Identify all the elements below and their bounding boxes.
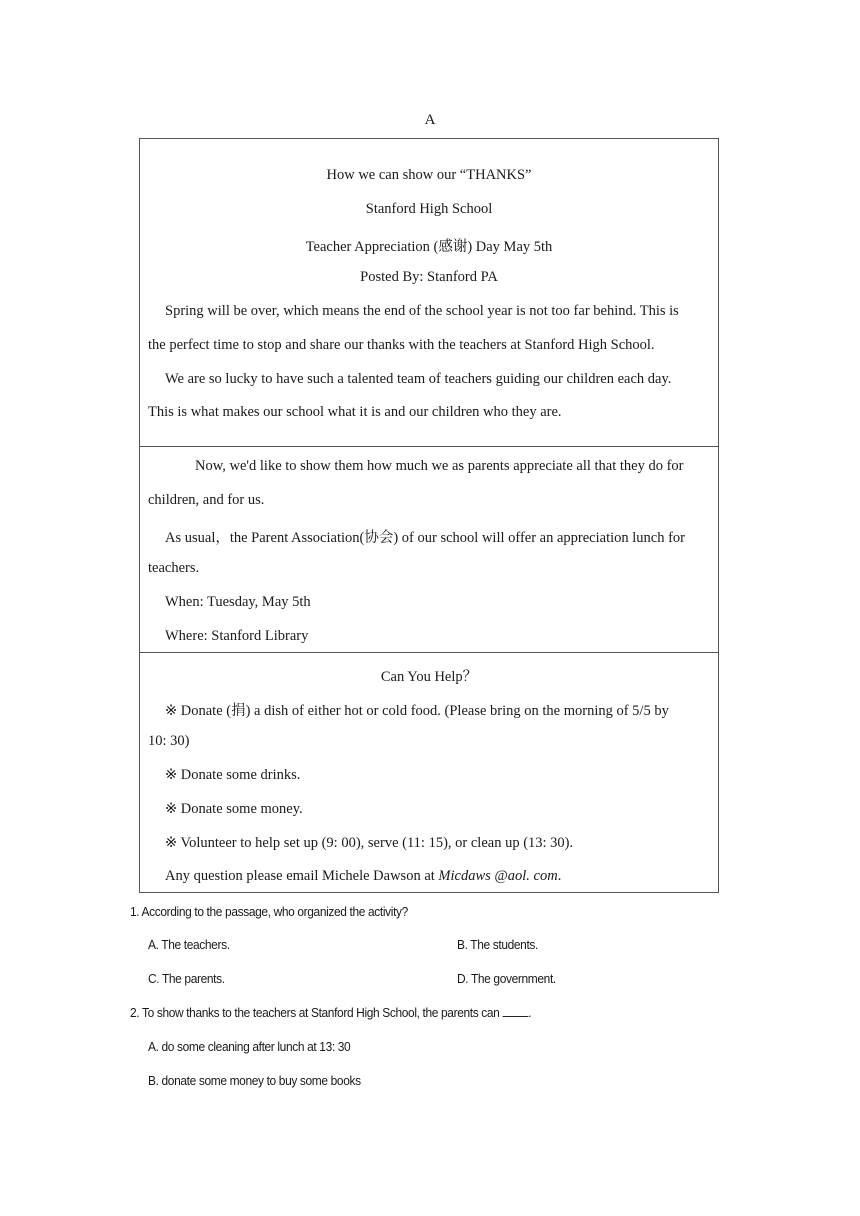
event-when: When: Tuesday, May 5th xyxy=(165,594,311,610)
answer-blank xyxy=(502,1005,528,1017)
notice-box-intro xyxy=(139,138,719,447)
paragraph-line: This is what makes our school what it is and our children who they are. xyxy=(148,404,562,420)
paragraph-line: children, and for us. xyxy=(148,492,265,508)
help-item: 10: 30) xyxy=(148,733,190,749)
question-2-option-a: A. do some cleaning after lunch at 13: 30 xyxy=(148,1039,351,1054)
question-2-stem-end: . xyxy=(528,1005,532,1020)
question-1-option-c: C. The parents. xyxy=(148,971,225,986)
paragraph-line: Spring will be over, which means the end of the school year is not too far behind. This is xyxy=(165,303,679,319)
question-2-stem xyxy=(130,1005,531,1020)
paragraph-line: the perfect time to stop and share our thanks with the teachers at Stanford High School. xyxy=(148,337,655,353)
help-item: ※ Donate (捐) a dish of either hot or cold food. (Please bring on the morning of 5/5 by xyxy=(165,703,669,719)
help-item: ※ Donate some drinks. xyxy=(165,767,301,783)
help-item: ※ Volunteer to help set up (9: 00), serve (11: 15), or clean up (13: 30). xyxy=(165,835,574,851)
question-2-stem-text: 2. To show thanks to the teachers at Stanford High School, the parents can xyxy=(130,1005,503,1020)
question-1-option-d: D. The government. xyxy=(457,971,556,986)
question-1-stem: 1. According to the passage, who organized the activity? xyxy=(130,904,408,919)
question-1-option-a: A. The teachers. xyxy=(148,937,230,952)
contact-email: Micdaws @aol. com xyxy=(438,868,558,884)
contact-prefix: Any question please email Michele Dawson at xyxy=(165,868,439,884)
paragraph-line: Now, we'd like to show them how much we as parents appreciate all that they do for xyxy=(195,458,684,474)
question-1-option-b: B. The students. xyxy=(457,937,538,952)
school-name: Stanford High School xyxy=(365,201,493,217)
notice-title: How we can show our “THANKS” xyxy=(326,167,532,183)
contact-line xyxy=(148,868,710,885)
paragraph-line: teachers. xyxy=(148,560,200,576)
section-label: A xyxy=(424,112,436,128)
notice-box-event xyxy=(139,446,719,653)
question-2-option-b: B. donate some money to buy some books xyxy=(148,1073,361,1088)
contact-suffix: . xyxy=(557,868,562,884)
notice-box-help xyxy=(139,652,719,893)
paragraph-line: As usual，the Parent Association(协会) of our school will offer an appreciation lunch for xyxy=(165,530,685,546)
event-name: Teacher Appreciation (感谢) Day May 5th xyxy=(305,239,553,255)
help-item: ※ Donate some money. xyxy=(165,801,303,817)
paragraph-line: We are so lucky to have such a talented team of teachers guiding our children each day. xyxy=(165,371,672,387)
event-where: Where: Stanford Library xyxy=(165,628,309,644)
help-heading: Can You Help？ xyxy=(380,669,478,685)
posted-by: Posted By: Stanford PA xyxy=(360,269,498,285)
